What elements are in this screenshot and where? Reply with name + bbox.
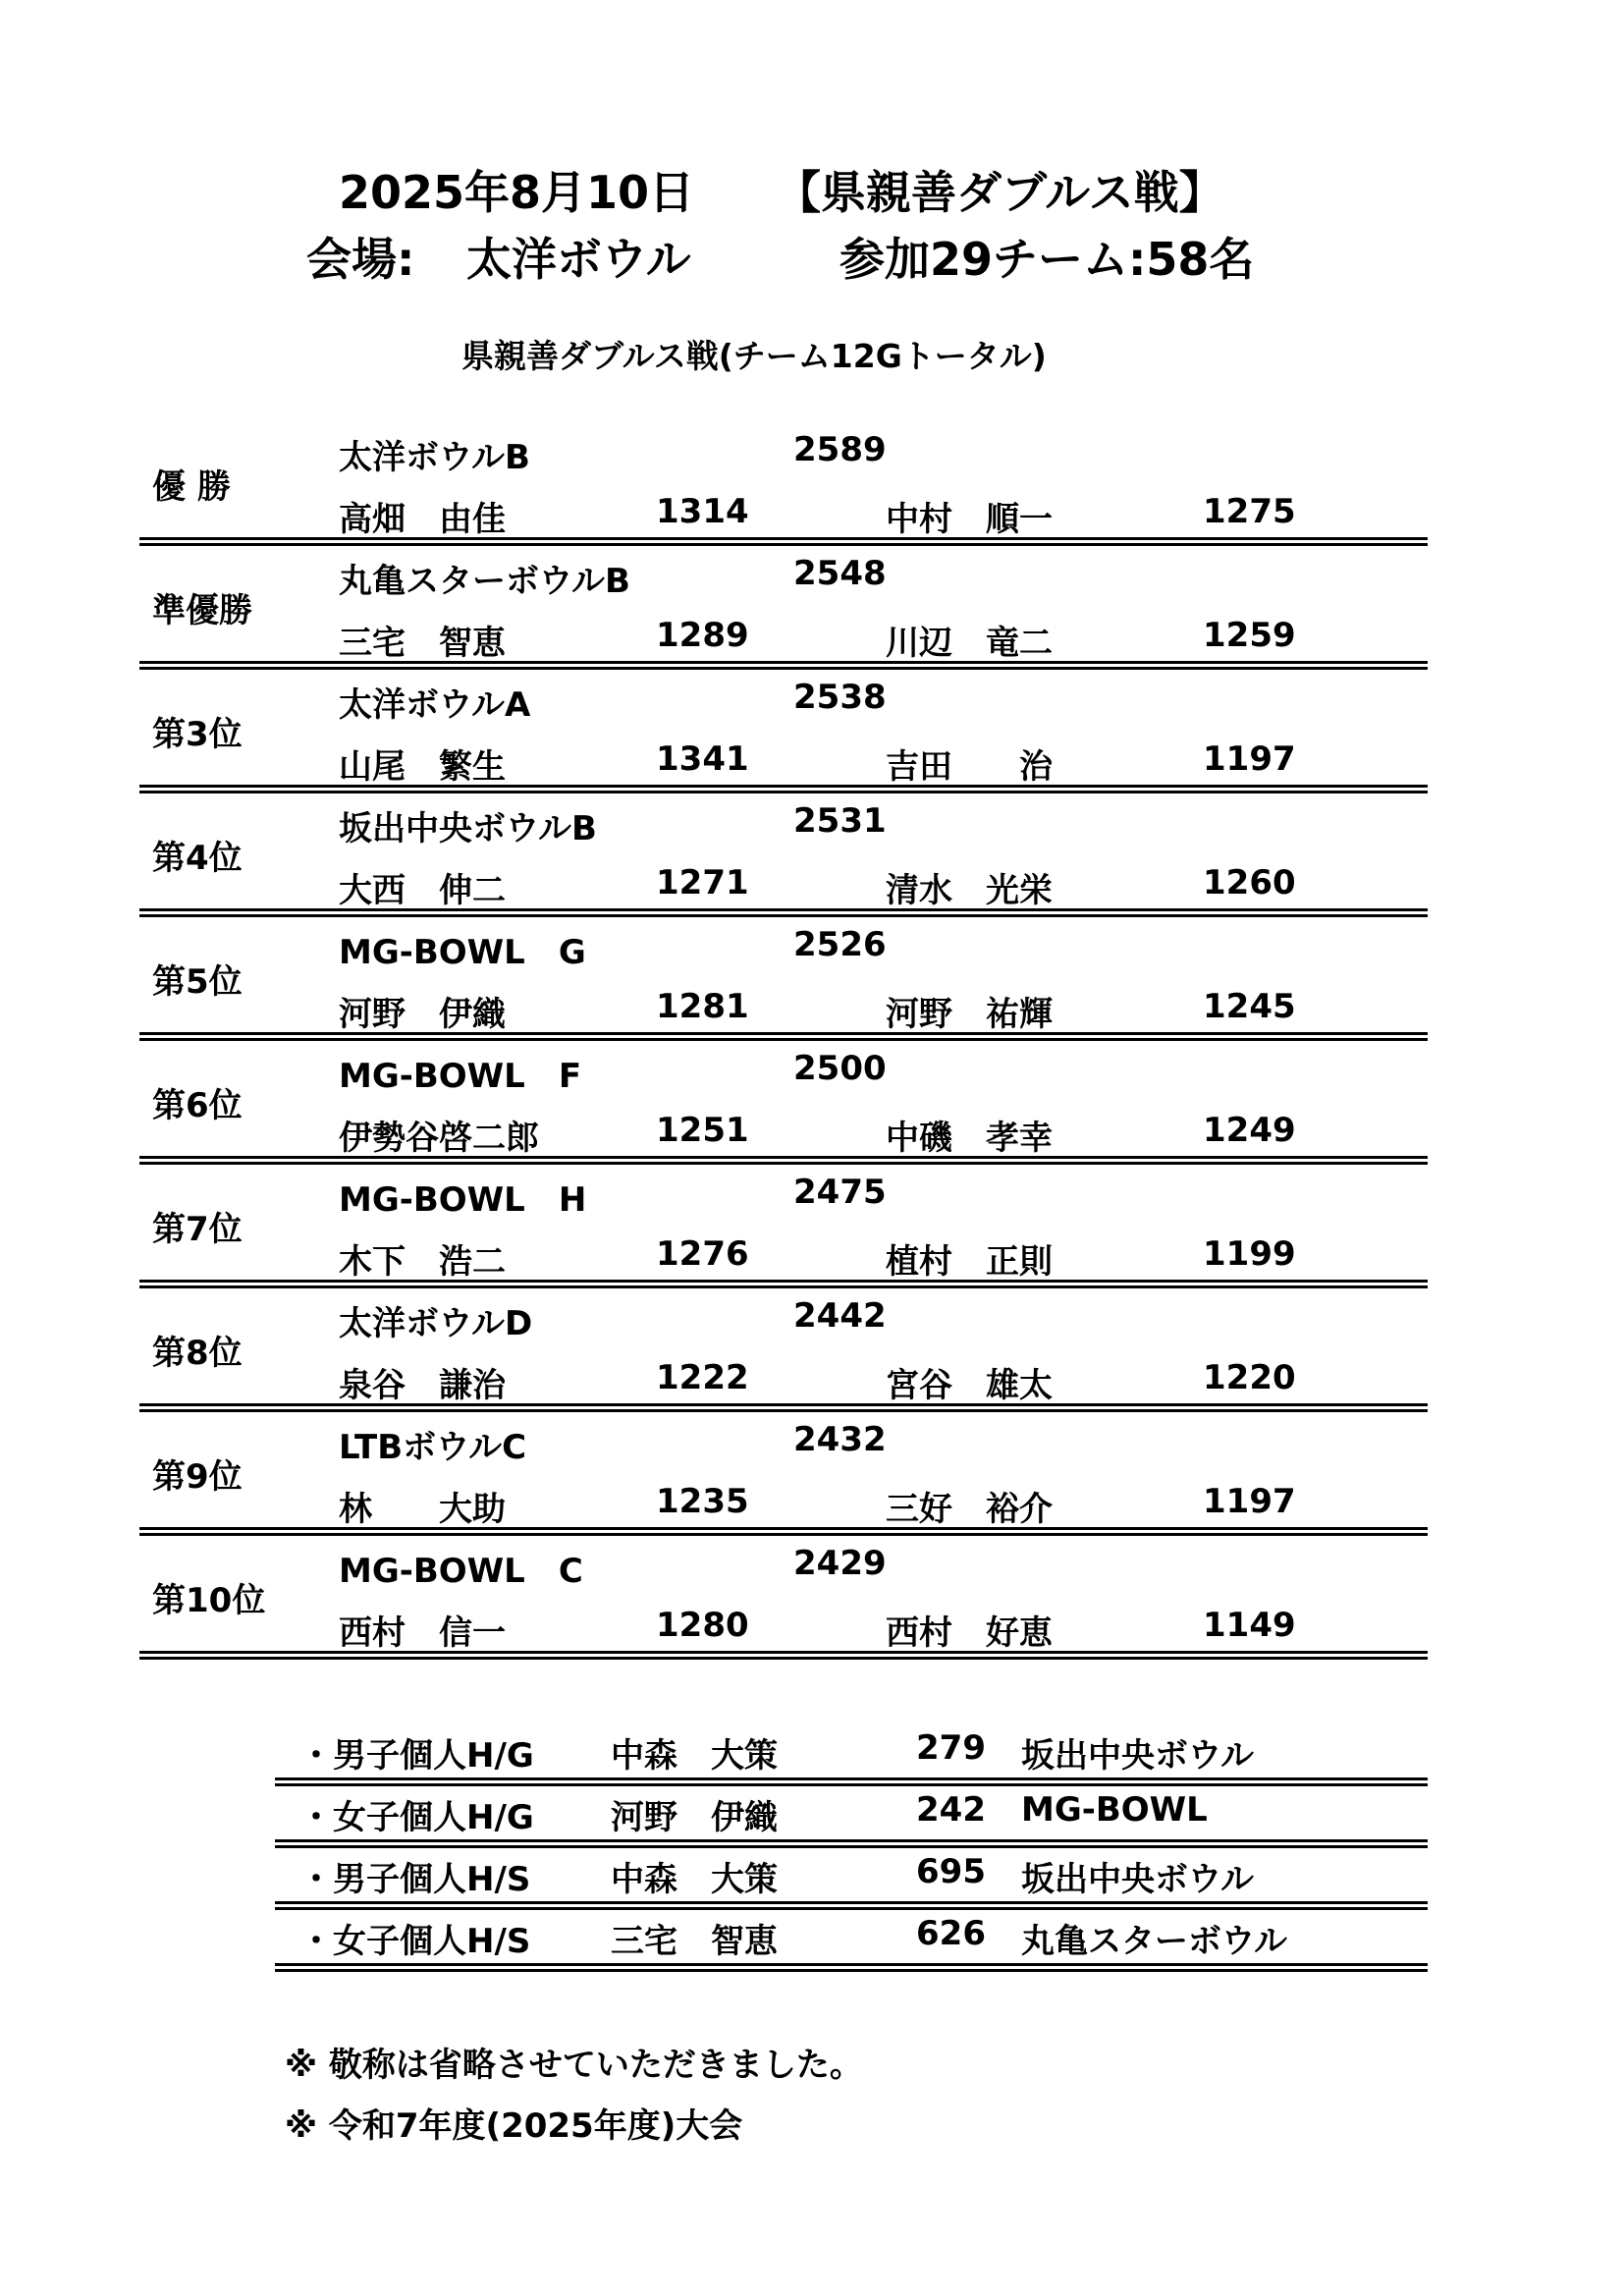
team-total: 2589	[793, 430, 887, 469]
row-divider	[139, 1651, 1428, 1660]
team-total: 2500	[793, 1049, 887, 1088]
high-score-value: 279	[916, 1728, 986, 1768]
team-total: 2442	[793, 1296, 887, 1336]
player2-score: 1245	[1203, 987, 1296, 1026]
player1-name: 三宅 智恵	[339, 624, 506, 663]
player2-name: 中村 順一	[886, 500, 1053, 539]
team-name: MG-BOWL H	[339, 1180, 587, 1220]
team-name: 坂出中央ボウルB	[339, 809, 597, 848]
player2-score: 1197	[1203, 739, 1296, 779]
high-score-center: 坂出中央ボウル	[1021, 1736, 1254, 1776]
player1-score: 1271	[656, 863, 749, 902]
player1-score: 1222	[656, 1358, 749, 1397]
team-total: 2548	[793, 554, 887, 593]
rank-label: 優 勝	[152, 467, 231, 507]
player2-score: 1260	[1203, 863, 1296, 902]
rank-label: 準優勝	[152, 591, 252, 630]
note-fiscal-year: ※ 令和7年度(2025年度)大会	[285, 2106, 743, 2146]
high-score-center: MG-BOWL	[1021, 1790, 1208, 1830]
player1-score: 1276	[656, 1234, 749, 1274]
results-subtitle: 県親善ダブルス戦(チーム12Gトータル)	[461, 337, 1047, 375]
player1-name: 高畑 由佳	[339, 500, 506, 539]
player1-name: 木下 浩二	[339, 1242, 506, 1282]
high-score-category: ・女子個人H/G	[299, 1798, 534, 1837]
player2-name: 清水 光栄	[886, 871, 1053, 910]
team-name: MG-BOWL C	[339, 1552, 583, 1591]
player1-score: 1341	[656, 739, 749, 779]
high-score-value: 626	[916, 1914, 986, 1953]
row-divider	[275, 1901, 1428, 1910]
player1-score: 1314	[656, 492, 749, 531]
rank-label: 第9位	[152, 1457, 243, 1497]
row-divider	[139, 1403, 1428, 1412]
note-honorifics: ※ 敬称は省略させていただきました。	[285, 2046, 863, 2085]
player2-score: 1275	[1203, 492, 1296, 531]
player2-name: 吉田 治	[886, 747, 1053, 787]
row-divider	[139, 537, 1428, 546]
player1-name: 伊勢谷啓二郎	[339, 1119, 539, 1158]
high-score-center: 丸亀スターボウル	[1021, 1922, 1287, 1961]
player1-name: 林 大助	[339, 1490, 506, 1529]
team-name: 太洋ボウルA	[339, 685, 531, 725]
rank-label: 第4位	[152, 839, 243, 878]
high-score-category: ・男子個人H/S	[299, 1860, 531, 1899]
high-score-bowler: 河野 伊織	[611, 1798, 778, 1837]
row-divider	[275, 1963, 1428, 1972]
player2-score: 1220	[1203, 1358, 1296, 1397]
player2-score: 1249	[1203, 1111, 1296, 1150]
high-score-bowler: 中森 大策	[611, 1736, 778, 1776]
row-divider	[139, 1032, 1428, 1041]
team-total: 2429	[793, 1544, 887, 1583]
player1-name: 泉谷 謙治	[339, 1366, 506, 1405]
row-divider	[139, 1280, 1428, 1288]
row-divider	[139, 785, 1428, 793]
rank-label: 第6位	[152, 1086, 243, 1125]
player2-name: 三好 裕介	[886, 1490, 1053, 1529]
team-name: 太洋ボウルD	[339, 1304, 533, 1343]
high-score-value: 242	[916, 1790, 986, 1830]
player2-name: 西村 好恵	[886, 1613, 1053, 1653]
high-score-bowler: 三宅 智恵	[611, 1922, 778, 1961]
player1-name: 西村 信一	[339, 1613, 506, 1653]
row-divider	[139, 1527, 1428, 1536]
row-divider	[139, 1156, 1428, 1165]
rank-label: 第8位	[152, 1334, 243, 1373]
player1-score: 1235	[656, 1482, 749, 1521]
venue-name: 太洋ボウル	[466, 233, 691, 286]
high-score-category: ・女子個人H/S	[299, 1922, 531, 1961]
player2-name: 植村 正則	[886, 1242, 1053, 1282]
team-name: MG-BOWL G	[339, 933, 586, 972]
rank-label: 第10位	[152, 1581, 266, 1620]
row-divider	[275, 1777, 1428, 1786]
team-name: 丸亀スターボウルB	[339, 562, 630, 601]
participants-count: 参加29チーム:58名	[839, 233, 1255, 286]
player2-name: 川辺 竜二	[886, 624, 1053, 663]
team-name: MG-BOWL F	[339, 1057, 582, 1096]
team-total: 2526	[793, 925, 887, 964]
player1-score: 1280	[656, 1606, 749, 1645]
player2-name: 河野 祐輝	[886, 995, 1053, 1034]
player1-name: 大西 伸二	[339, 871, 506, 910]
player2-score: 1199	[1203, 1234, 1296, 1274]
team-total: 2538	[793, 678, 887, 717]
team-name: LTBボウルC	[339, 1428, 527, 1467]
player1-score: 1281	[656, 987, 749, 1026]
row-divider	[139, 908, 1428, 917]
team-name: 太洋ボウルB	[339, 438, 530, 477]
player1-name: 山尾 繁生	[339, 747, 506, 787]
player1-score: 1289	[656, 616, 749, 655]
venue-label: 会場:	[306, 233, 415, 286]
high-score-category: ・男子個人H/G	[299, 1736, 534, 1776]
row-divider	[275, 1839, 1428, 1848]
player2-score: 1259	[1203, 616, 1296, 655]
event-title: 【県親善ダブルス戦】	[776, 166, 1224, 219]
high-score-bowler: 中森 大策	[611, 1860, 778, 1899]
rank-label: 第5位	[152, 962, 243, 1002]
team-total: 2475	[793, 1173, 887, 1212]
high-score-center: 坂出中央ボウル	[1021, 1860, 1254, 1899]
row-divider	[139, 661, 1428, 670]
rank-label: 第3位	[152, 715, 243, 754]
player1-name: 河野 伊織	[339, 995, 506, 1034]
player2-name: 中磯 孝幸	[886, 1119, 1053, 1158]
player2-score: 1197	[1203, 1482, 1296, 1521]
rank-label: 第7位	[152, 1210, 243, 1249]
player2-score: 1149	[1203, 1606, 1296, 1645]
team-total: 2432	[793, 1420, 887, 1459]
event-date: 2025年8月10日	[339, 166, 695, 219]
high-score-value: 695	[916, 1852, 986, 1891]
player2-name: 宮谷 雄太	[886, 1366, 1053, 1405]
player1-score: 1251	[656, 1111, 749, 1150]
team-total: 2531	[793, 801, 887, 841]
